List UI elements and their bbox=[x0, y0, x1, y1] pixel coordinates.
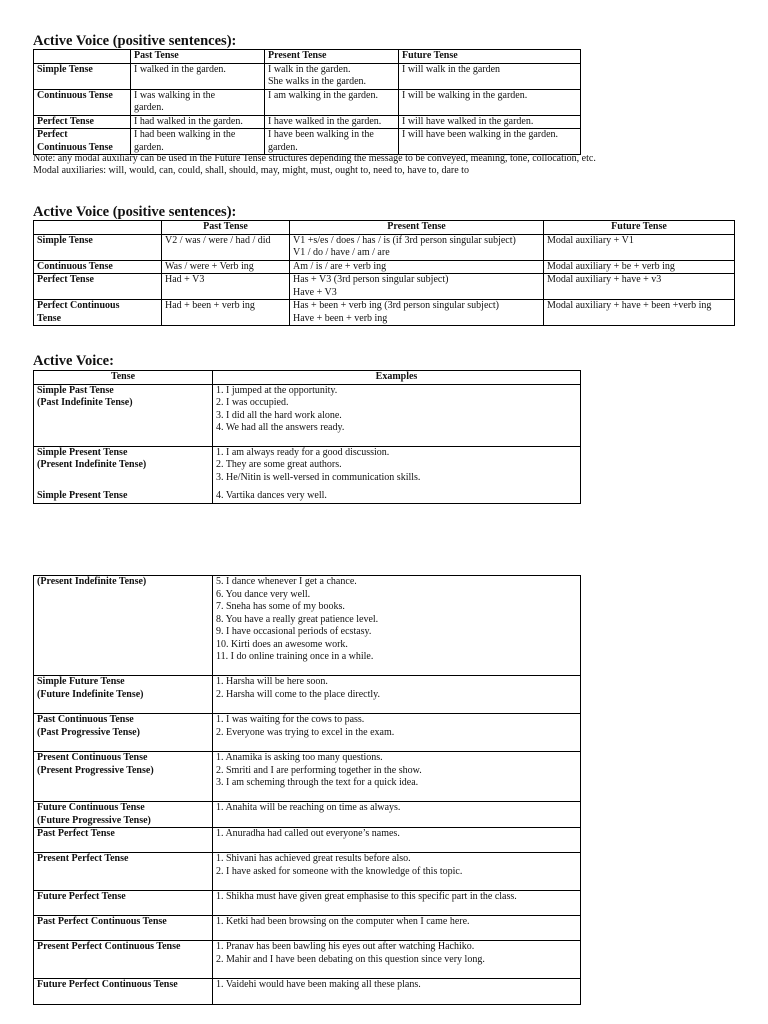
examples-cell: 1. Harsha will be here soon. 2. Harsha will come to the place directly. bbox=[213, 676, 581, 714]
tense-cell: Perfect Tense bbox=[34, 274, 162, 300]
tense-cell: Perfect Continuous Tense bbox=[34, 300, 162, 326]
tense-examples-table bbox=[33, 49, 581, 155]
table-row bbox=[34, 828, 581, 853]
present-cell: I have been walking in the garden. bbox=[265, 129, 399, 155]
future-cell: I will have been walking in the garden. bbox=[399, 129, 581, 155]
tense-cell: Past Perfect Tense bbox=[34, 828, 213, 853]
tense-cell: Past Continuous Tense (Past Progressive Tense) bbox=[34, 714, 213, 752]
tense-cell: Future Perfect Continuous Tense bbox=[34, 979, 213, 1005]
header-cell: Past Tense bbox=[162, 221, 290, 235]
examples-cell: 1. Shikha must have given great emphasise to this specific part in the class. bbox=[213, 891, 581, 916]
examples-cell: 1. I am always ready for a good discussion. 2. They are some great authors. 3. He/Nitin is well-versed in communication skills. 4. Vartika dances very well. bbox=[213, 446, 581, 503]
section-1-heading: Active Voice (positive sentences): bbox=[33, 33, 237, 49]
section-2-heading: Active Voice (positive sentences): bbox=[33, 204, 237, 220]
tense-cell: Future Perfect Tense bbox=[34, 891, 213, 916]
past-cell: I walked in the garden. bbox=[131, 63, 265, 89]
modal-auxiliaries-text: Modal auxiliaries: will, would, can, could, shall, should, may, might, must, ought to, need to, have to, dare to bbox=[33, 165, 469, 176]
present-cell: I am walking in the garden. bbox=[265, 89, 399, 115]
future-cell: Modal auxiliary + V1 bbox=[544, 234, 735, 260]
past-cell: I had been walking in the garden. bbox=[131, 129, 265, 155]
present-cell: Am / is / are + verb ing bbox=[290, 260, 544, 274]
past-cell: I had walked in the garden. bbox=[131, 115, 265, 129]
examples-cell: 1. Pranav has been bawling his eyes out after watching Hachiko. 2. Mahir and I have been debating on this question since very long. bbox=[213, 941, 581, 979]
section-3-heading: Active Voice: bbox=[33, 353, 114, 369]
table-row bbox=[34, 576, 581, 676]
present-cell: I walk in the garden. She walks in the garden. bbox=[265, 63, 399, 89]
header-cell: Examples bbox=[213, 371, 581, 385]
past-cell: I was walking in the garden. bbox=[131, 89, 265, 115]
header-cell: Tense bbox=[34, 371, 213, 385]
tense-cell: Present Perfect Tense bbox=[34, 853, 213, 891]
table-row bbox=[34, 129, 581, 155]
table-row bbox=[34, 384, 581, 446]
header-cell bbox=[34, 50, 131, 64]
present-cell: V1 +s/es / does / has / is (if 3rd person singular subject) V1 / do / have / am / are bbox=[290, 234, 544, 260]
table-row bbox=[34, 752, 581, 802]
examples-cell: 1. Anuradha had called out everyone’s names. bbox=[213, 828, 581, 853]
active-voice-examples-continued-table bbox=[33, 575, 581, 1005]
header-cell bbox=[34, 221, 162, 235]
examples-cell: 5. I dance whenever I get a chance. 6. You dance very well. 7. Sneha has some of my books. 8. You have a really great patience level. 9. I have occasional periods of ecstasy. 10. Kirti does an awesome work. 11. I do online training once in a while. bbox=[213, 576, 581, 676]
examples-cell: 1. Anamika is asking too many questions. 2. Smriti and I are performing together in the show. 3. I am scheming through the text for a quick idea. bbox=[213, 752, 581, 802]
table-row bbox=[34, 891, 581, 916]
table-row bbox=[34, 941, 581, 979]
table-row bbox=[34, 916, 581, 941]
tense-cell: Continuous Tense bbox=[34, 89, 131, 115]
tense-cell: Perfect Tense bbox=[34, 115, 131, 129]
header-cell: Present Tense bbox=[290, 221, 544, 235]
table-row bbox=[34, 300, 735, 326]
examples-cell: 1. Ketki had been browsing on the computer when I came here. bbox=[213, 916, 581, 941]
header-cell: Present Tense bbox=[265, 50, 399, 64]
past-cell: Was / were + Verb ing bbox=[162, 260, 290, 274]
table-row bbox=[34, 63, 581, 89]
future-cell: I will have walked in the garden. bbox=[399, 115, 581, 129]
tense-cell: Present Perfect Continuous Tense bbox=[34, 941, 213, 979]
tense-cell: Perfect Continuous Tense bbox=[34, 129, 131, 155]
examples-cell: 1. Anahita will be reaching on time as always. bbox=[213, 802, 581, 828]
tense-cell: Simple Future Tense (Future Indefinite Tense) bbox=[34, 676, 213, 714]
table-row bbox=[34, 802, 581, 828]
present-cell: Has + been + verb ing (3rd person singular subject) Have + been + verb ing bbox=[290, 300, 544, 326]
table-row bbox=[34, 234, 735, 260]
present-cell: I have walked in the garden. bbox=[265, 115, 399, 129]
examples-cell: 1. I jumped at the opportunity. 2. I was occupied. 3. I did all the hard work alone. 4. We had all the answers ready. bbox=[213, 384, 581, 446]
header-cell: Past Tense bbox=[131, 50, 265, 64]
present-cell: Has + V3 (3rd person singular subject) Have + V3 bbox=[290, 274, 544, 300]
tense-cell: Future Continuous Tense (Future Progressive Tense) bbox=[34, 802, 213, 828]
future-cell: I will be walking in the garden. bbox=[399, 89, 581, 115]
table-row bbox=[34, 89, 581, 115]
table-row bbox=[34, 446, 581, 503]
past-cell: Had + been + verb ing bbox=[162, 300, 290, 326]
past-cell: Had + V3 bbox=[162, 274, 290, 300]
future-cell: Modal auxiliary + have + v3 bbox=[544, 274, 735, 300]
table-header-row bbox=[34, 371, 581, 385]
table-row bbox=[34, 979, 581, 1005]
examples-cell: 1. Vaidehi would have been making all these plans. bbox=[213, 979, 581, 1005]
table-row bbox=[34, 714, 581, 752]
future-cell: I will walk in the garden bbox=[399, 63, 581, 89]
examples-cell: 1. I was waiting for the cows to pass. 2. Everyone was trying to excel in the exam. bbox=[213, 714, 581, 752]
future-cell: Modal auxiliary + be + verb ing bbox=[544, 260, 735, 274]
table-row bbox=[34, 853, 581, 891]
tense-cell: Simple Past Tense (Past Indefinite Tense) bbox=[34, 384, 213, 446]
tense-structure-table bbox=[33, 220, 735, 326]
tense-cell: Simple Tense bbox=[34, 63, 131, 89]
table-row bbox=[34, 676, 581, 714]
note-text: Note: any modal auxiliary can be used in the Future Tense structures depending the message to be conveyed, meaning, tone, collocation, etc. bbox=[33, 153, 596, 164]
table-header-row bbox=[34, 50, 581, 64]
table-header-row bbox=[34, 221, 735, 235]
table-row bbox=[34, 274, 735, 300]
tense-cell: Present Continuous Tense (Present Progressive Tense) bbox=[34, 752, 213, 802]
tense-cell: Simple Present Tense (Present Indefinite Tense) Simple Present Tense bbox=[34, 446, 213, 503]
table-row bbox=[34, 260, 735, 274]
header-cell: Future Tense bbox=[544, 221, 735, 235]
tense-cell: Past Perfect Continuous Tense bbox=[34, 916, 213, 941]
active-voice-examples-table bbox=[33, 370, 581, 504]
future-cell: Modal auxiliary + have + been +verb ing bbox=[544, 300, 735, 326]
tense-cell: Simple Tense bbox=[34, 234, 162, 260]
header-cell: Future Tense bbox=[399, 50, 581, 64]
tense-cell: Continuous Tense bbox=[34, 260, 162, 274]
tense-cell: (Present Indefinite Tense) bbox=[34, 576, 213, 676]
table-row bbox=[34, 115, 581, 129]
past-cell: V2 / was / were / had / did bbox=[162, 234, 290, 260]
examples-cell: 1. Shivani has achieved great results before also. 2. I have asked for someone with the knowledge of this topic. bbox=[213, 853, 581, 891]
